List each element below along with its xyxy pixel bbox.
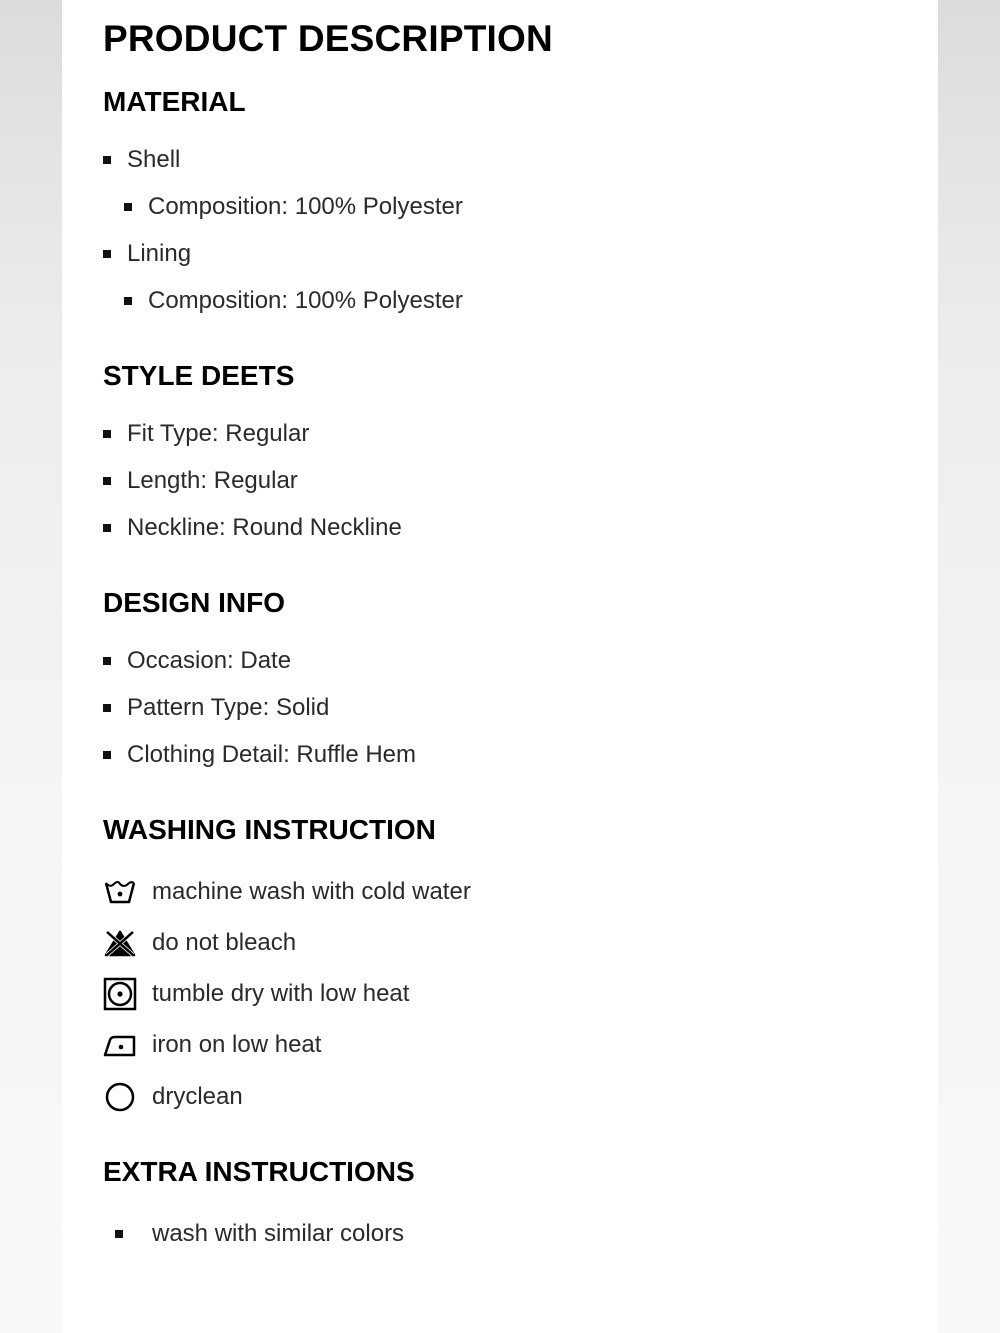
list-item: Occasion: Date [103,646,291,676]
list-item: Composition: 100% Polyester [124,192,463,222]
wash-item: dryclean [103,1080,243,1114]
bullet-icon [124,203,132,211]
wash-tub-icon [103,875,137,909]
section-title-extra: EXTRA INSTRUCTIONS [103,1156,415,1187]
wash-item: do not bleach [103,926,296,960]
bullet-icon [103,704,111,712]
dryclean-icon [103,1080,137,1114]
close-icon[interactable] [876,0,898,2]
bullet-icon [124,297,132,305]
section-title-design: DESIGN INFO [103,587,286,618]
list-item: Length: Regular [103,466,298,496]
wash-item: machine wash with cold water [103,875,471,909]
list-item: Fit Type: Regular [103,419,309,449]
iron-icon [103,1028,137,1062]
tumble-dry-icon [103,977,137,1011]
bullet-icon [103,657,111,665]
list-item: Clothing Detail: Ruffle Hem [103,740,416,770]
wash-item: iron on low heat [103,1028,321,1062]
list-item: Shell [103,145,180,175]
bullet-icon [103,477,111,485]
section-title-material: MATERIAL [103,86,246,117]
bullet-icon [115,1230,123,1238]
bullet-icon [103,250,111,258]
list-item: Pattern Type: Solid [103,693,329,723]
wash-item: tumble dry with low heat [103,977,409,1011]
product-description-panel [62,0,938,1333]
bullet-icon [103,751,111,759]
list-item: Neckline: Round Neckline [103,513,402,543]
list-item: Composition: 100% Polyester [124,286,463,316]
bullet-icon [103,430,111,438]
bullet-icon [103,156,111,164]
no-bleach-icon [103,926,137,960]
section-title-style: STYLE DEETS [103,360,295,391]
bullet-icon [103,524,111,532]
list-item: Lining [103,239,191,269]
section-title-washing: WASHING INSTRUCTION [103,814,436,845]
page-title: PRODUCT DESCRIPTION [103,18,553,59]
list-item: wash with similar colors [115,1219,404,1249]
